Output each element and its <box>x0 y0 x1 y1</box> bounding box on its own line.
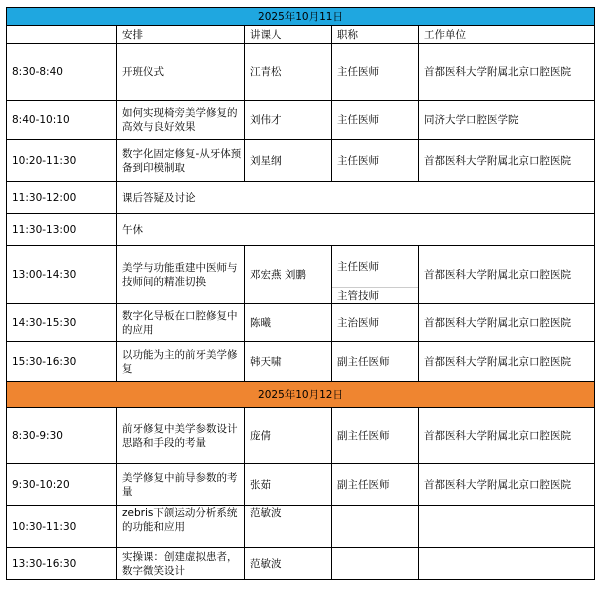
lecturer-cell: 刘伟才 <box>245 101 332 140</box>
topic-cell: 前牙修复中美学参数设计思路和手段的考量 <box>117 408 245 464</box>
title-doctor: 主任医师 <box>337 260 379 273</box>
title-cell: 副主任医师 <box>332 408 419 464</box>
time-cell: 9:30-10:20 <box>7 464 117 506</box>
arrangement-header: 安排 <box>117 26 245 44</box>
workplace-cell: 首都医科大学附属北京口腔医院 <box>419 304 595 342</box>
time-cell: 11:30-13:00 <box>7 214 117 246</box>
workplace-cell: 首都医科大学附属北京口腔医院 <box>419 44 595 101</box>
table-row <box>7 548 595 580</box>
title-cell: 副主任医师 <box>332 464 419 506</box>
topic-cell: 实操课：创建虚拟患者，数字微笑设计 <box>117 548 245 580</box>
topic-cell: 数字化导板在口腔修复中的应用 <box>117 304 245 342</box>
day2-header-row <box>7 382 595 408</box>
table-row <box>7 101 595 140</box>
time-cell: 10:30-11:30 <box>7 506 117 548</box>
table-row <box>7 246 595 304</box>
topic-cell: 美学与功能重建中医师与技师间的精准切换 <box>117 246 245 304</box>
lecturer-cell: 韩天啸 <box>245 342 332 382</box>
title-cell: 副主任医师 <box>332 342 419 382</box>
time-cell: 8:40-10:10 <box>7 101 117 140</box>
time-cell: 8:30-9:30 <box>7 408 117 464</box>
day1-header-row <box>7 8 595 26</box>
day1-date: 2025年10月11日 <box>7 8 595 26</box>
lecturer-cell: 庞倩 <box>245 408 332 464</box>
workplace-cell: 首都医科大学附属北京口腔医院 <box>419 408 595 464</box>
topic-cell: 数字化固定修复-从牙体预备到印模制取 <box>117 140 245 182</box>
table-row <box>7 408 595 464</box>
time-cell: 11:30-12:00 <box>7 182 117 214</box>
time-cell: 13:00-14:30 <box>7 246 117 304</box>
workplace-header: 工作单位 <box>419 26 595 44</box>
workplace-cell <box>419 548 595 580</box>
lecturer-cell: 范敏波 <box>245 548 332 580</box>
lecturer-cell: 刘星纲 <box>245 140 332 182</box>
workplace-cell: 首都医科大学附属北京口腔医院 <box>419 342 595 382</box>
lecturer-cell: 陈曦 <box>245 304 332 342</box>
title-cell <box>332 506 419 548</box>
time-header <box>7 26 117 44</box>
table-row <box>7 140 595 182</box>
lecturer-cell: 张茹 <box>245 464 332 506</box>
lecturer-cell: 邓宏燕 刘鹏 <box>245 246 332 304</box>
schedule-table <box>6 7 595 580</box>
workplace-cell: 首都医科大学附属北京口腔医院 <box>419 140 595 182</box>
workplace-cell: 首都医科大学附属北京口腔医院 <box>419 246 595 304</box>
workplace-cell <box>419 506 595 548</box>
table-row <box>7 506 595 548</box>
lecturer-cell: 范敏波 <box>245 506 332 548</box>
title-cell <box>332 548 419 580</box>
topic-cell: zebris下颌运动分析系统的功能和应用 <box>117 506 245 548</box>
workplace-cell: 同济大学口腔医学院 <box>419 101 595 140</box>
table-row <box>7 304 595 342</box>
topic-cell: 如何实现椅旁美学修复的高效与良好效果 <box>117 101 245 140</box>
time-cell: 13:30-16:30 <box>7 548 117 580</box>
table-row <box>7 342 595 382</box>
day2-date: 2025年10月12日 <box>7 382 595 408</box>
lecturer-header: 讲课人 <box>245 26 332 44</box>
title-cell: 主治医师 <box>332 304 419 342</box>
title-cell: 主任医师 <box>332 101 419 140</box>
topic-cell: 午休 <box>117 214 595 246</box>
table-row <box>7 44 595 101</box>
title-header: 职称 <box>332 26 419 44</box>
time-cell: 15:30-16:30 <box>7 342 117 382</box>
title-technician: 主管技师 <box>332 287 418 303</box>
time-cell: 14:30-15:30 <box>7 304 117 342</box>
topic-cell: 开班仪式 <box>117 44 245 101</box>
lecturer-cell: 江青松 <box>245 44 332 101</box>
topic-cell: 课后答疑及讨论 <box>117 182 595 214</box>
title-cell <box>332 246 419 304</box>
table-row <box>7 214 595 246</box>
table-row <box>7 464 595 506</box>
time-cell: 8:30-8:40 <box>7 44 117 101</box>
topic-cell: 以功能为主的前牙美学修复 <box>117 342 245 382</box>
column-header-row <box>7 26 595 44</box>
topic-cell: 美学修复中前导参数的考量 <box>117 464 245 506</box>
title-cell: 主任医师 <box>332 44 419 101</box>
time-cell: 10:20-11:30 <box>7 140 117 182</box>
title-cell: 主任医师 <box>332 140 419 182</box>
table-row <box>7 182 595 214</box>
workplace-cell: 首都医科大学附属北京口腔医院 <box>419 464 595 506</box>
